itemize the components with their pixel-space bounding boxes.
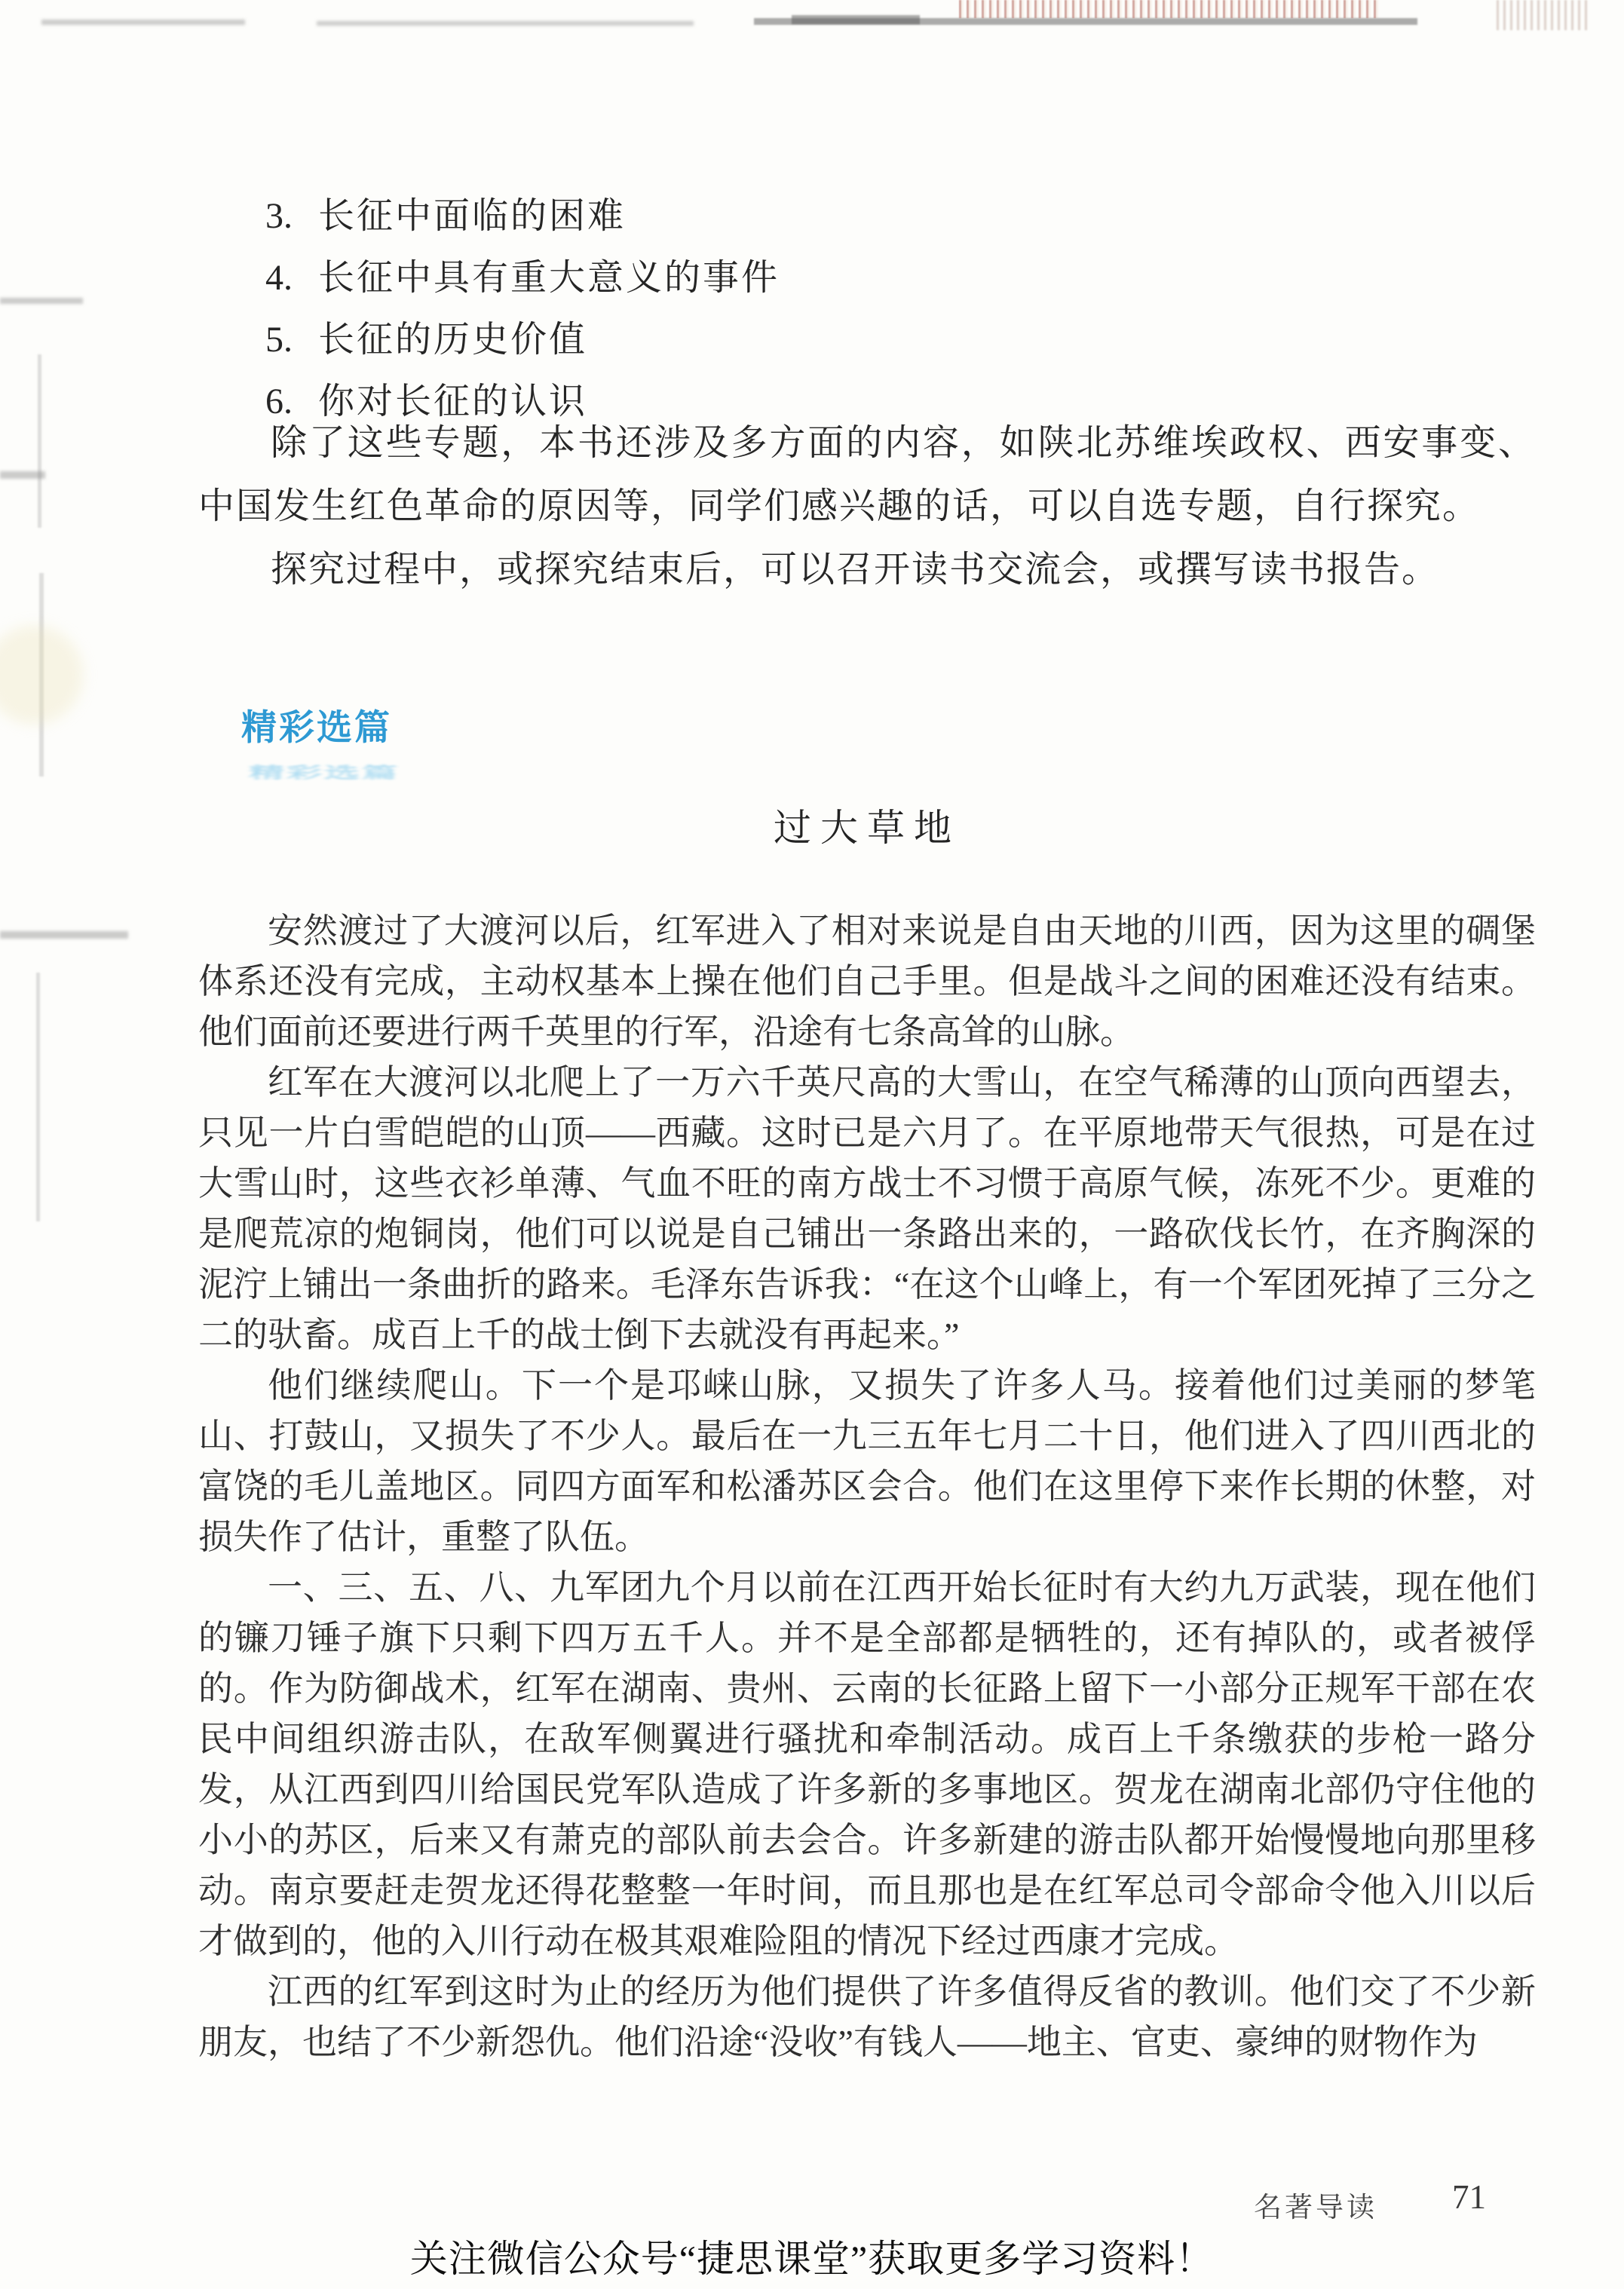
scan-artifact-blotch xyxy=(0,626,83,724)
topic-list-item xyxy=(265,247,780,309)
topic-number: 6. xyxy=(265,382,293,421)
scan-artifact-left-smudge xyxy=(0,471,45,479)
topic-list-item xyxy=(265,309,780,371)
section-heading-ghost: 精彩选篇 xyxy=(249,763,400,782)
section-heading: 精彩选篇 xyxy=(241,707,392,747)
topic-label: 长征的历史价值 xyxy=(318,320,588,360)
scan-artifact-top-smudge xyxy=(792,15,920,24)
scan-artifact-left-smudge xyxy=(0,931,128,939)
scan-artifact-red-streaks xyxy=(1497,0,1587,30)
intro-section xyxy=(198,412,1536,602)
excerpt-title: 过大草地 xyxy=(774,807,961,849)
topic-label: 长征中具有重大意义的事件 xyxy=(318,258,780,298)
intro-paragraph: 探究过程中，或探究结束后，可以召开读书交流会，或撰写读书报告。 xyxy=(271,550,1440,590)
excerpt-paragraph: 江西的红军到这时为止的经历为他们提供了许多值得反省的教训。他们交了不少新朋友，也结了不少新怨仇。他们沿途“没收”有钱人——地主、官吏、豪绅的财物作为 xyxy=(198,1972,1536,2061)
scan-artifact-top-smudge xyxy=(754,18,1417,25)
scan-artifact-top-smudge xyxy=(317,21,694,26)
topic-label: 长征中面临的困难 xyxy=(318,196,627,236)
excerpt-body xyxy=(198,905,1536,2067)
scan-artifact-red-streaks xyxy=(959,0,1381,18)
topic-number: 3. xyxy=(265,196,293,236)
intro-paragraph: 除了这些专题，本书还涉及多方面的内容，如陕北苏维埃政权、西安事变、中国发生红色革命的原因等，同学们感兴趣的话，可以自选专题，自行探究。 xyxy=(198,423,1536,526)
footer-page-number: 71 xyxy=(1452,2178,1486,2216)
topic-label: 你对长征的认识 xyxy=(318,382,588,421)
scan-artifact-left-line xyxy=(36,973,40,1221)
topic-number: 4. xyxy=(265,258,293,298)
scan-artifact-top-smudge xyxy=(41,20,245,25)
excerpt-paragraph: 一、三、五、八、九军团九个月以前在江西开始长征时有大约九万武装，现在他们的镰刀锤子旗下只剩下四万五千人。并不是全部都是牺牲的，还有掉队的，或者被俘的。作为防御战术，红军在湖南、贵州、云南的长征路上留下一小部分正规军干部在农民中间组织游击队，在敌军侧翼进行骚扰和牵制活动。成百上千条缴获的步枪一路分发，从江西到四川给国民党军队造成了许多新的多事地区。贺龙在湖南北部仍守住他的小小的苏区，后来又有萧克的部队前去会合。许多新建的游击队都开始慢慢地向那里移动。南京要赶走贺龙还得花整整一年时间，而且那也是在红军总司令部命令他入川以后才做到的，他的入川行动在极其艰难险阻的情况下经过西康才完成。 xyxy=(198,1568,1536,1960)
excerpt-paragraph: 红军在大渡河以北爬上了一万六千英尺高的大雪山，在空气稀薄的山顶向西望去，只见一片白雪皑皑的山顶——西藏。这时已是六月了。在平原地带天气很热，可是在过大雪山时，这些衣衫单薄、气血不旺的南方战士不习惯于高原气候，冻死不少。更难的是爬荒凉的炮铜岗，他们可以说是自己铺出一条路出来的，一路砍伐长竹，在齐胸深的泥泞上铺出一条曲折的路来。毛泽东告诉我：“在这个山峰上，有一个军团死掉了三分之二的驮畜。成百上千的战士倒下去就没有再起来。” xyxy=(198,1063,1536,1354)
topic-list-item xyxy=(265,185,780,247)
scan-artifact-left-line xyxy=(39,573,44,777)
scan-artifact-left-line xyxy=(38,354,41,528)
excerpt-paragraph: 安然渡过了大渡河以后，红军进入了相对来说是自由天地的川西，因为这里的碉堡体系还没有完成，主动权基本上操在他们自己手里。但是战斗之间的困难还没有结束。他们面前还要进行两千英里的行军，沿途有七条高耸的山脉。 xyxy=(198,912,1536,1051)
excerpt-paragraph: 他们继续爬山。下一个是邛崃山脉，又损失了许多人马。接着他们过美丽的梦笔山、打鼓山，又损失了不少人。最后在一九三五年七月二十日，他们进入了四川西北的富饶的毛儿盖地区。同四方面军和松潘苏区会合。他们在这里停下来作长期的休整，对损失作了估计，重整了队伍。 xyxy=(198,1366,1536,1556)
topic-number: 5. xyxy=(265,320,293,360)
topic-list xyxy=(265,185,780,433)
scan-artifact-left-smudge xyxy=(0,298,83,304)
bottom-banner-text: 关注微信公众号“捷思课堂”获取更多学习资料！ xyxy=(409,2238,1215,2280)
footer-section-label: 名著导读 xyxy=(1254,2192,1377,2223)
